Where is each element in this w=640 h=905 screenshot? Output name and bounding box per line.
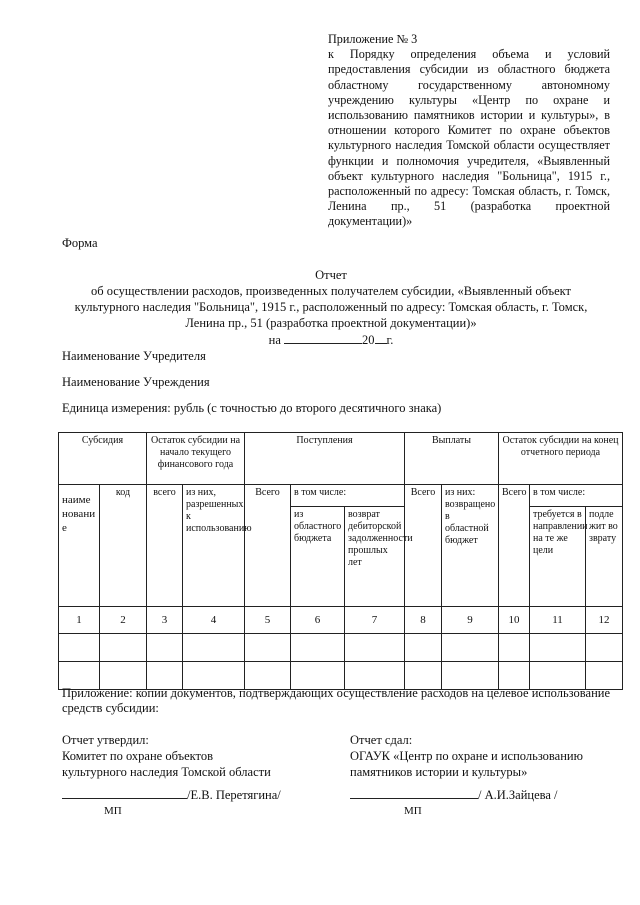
- submitted-block: [350, 732, 583, 780]
- report-table: [58, 432, 623, 690]
- form-label: Форма: [62, 236, 98, 250]
- header-total-start: всего: [147, 485, 183, 607]
- approved-seal: МП: [104, 805, 122, 817]
- table-cell[interactable]: [183, 634, 245, 662]
- col-number: 12: [586, 607, 623, 634]
- table-cell[interactable]: [405, 634, 442, 662]
- header-receipts-incl: в том числе:: [291, 485, 405, 507]
- header-subsidy: Субсидия: [59, 433, 147, 485]
- header-permitted: из них, разрешенных к использованию: [183, 485, 245, 607]
- table-cell[interactable]: [499, 634, 530, 662]
- approved-org-line-1: Комитет по охране объектов: [62, 749, 214, 763]
- report-title: Отчет: [315, 268, 347, 282]
- report-line-2: культурного наследия "Больница", 1915 г., расположенный по адресу: Томская область, г. Томск,: [74, 300, 588, 314]
- header-returned: из них: возвращено в областной бюджет: [442, 485, 499, 607]
- col-number: 5: [245, 607, 291, 634]
- appendix-title: Приложение № 3: [328, 32, 418, 46]
- col-number: 6: [291, 607, 345, 634]
- report-header: [58, 267, 604, 348]
- header-payments: Выплаты: [405, 433, 499, 485]
- submitted-signature-blank[interactable]: [350, 786, 478, 799]
- header-debt-return: возврат дебиторской задолженности прошлых лет: [345, 507, 405, 607]
- table-sub-header-row-1: [59, 485, 623, 507]
- header-needed: требуется в направлении на те же цели: [530, 507, 586, 607]
- approved-label: Отчет утвердил:: [62, 733, 149, 747]
- col-number: 11: [530, 607, 586, 634]
- header-balance-end: Остаток субсидии на конец отчетного периода: [499, 433, 623, 485]
- founder-field: Наименование Учредителя: [62, 349, 206, 363]
- table-row: [59, 634, 623, 662]
- institution-field: Наименование Учреждения: [62, 375, 210, 389]
- date-suffix: г.: [386, 333, 394, 347]
- table-cell[interactable]: [586, 634, 623, 662]
- report-line-1: об осуществлении расходов, произведенных получателем субсидии, «Выявленный объект: [90, 284, 572, 298]
- date-year-prefix: 20: [362, 333, 375, 347]
- header-receipts: Поступления: [245, 433, 405, 485]
- approved-block: [62, 732, 271, 780]
- submitted-label: Отчет сдал:: [350, 733, 413, 747]
- col-number: 4: [183, 607, 245, 634]
- header-end-total: Всего: [499, 485, 530, 607]
- table-cell[interactable]: [59, 634, 100, 662]
- approved-signature-line: [62, 786, 281, 803]
- approved-signature-blank[interactable]: [62, 786, 187, 799]
- table-cell[interactable]: [245, 634, 291, 662]
- col-number: 9: [442, 607, 499, 634]
- col-number: 3: [147, 607, 183, 634]
- date-blank-day[interactable]: [284, 331, 362, 344]
- table-cell[interactable]: [100, 634, 147, 662]
- report-line-3: Ленина пр., 51 (разработка проектной документации)»: [185, 316, 477, 330]
- approved-org-line-2: культурного наследия Томской области: [62, 765, 271, 779]
- unit-field: Единица измерения: рубль (с точностью до второго десятичного знака): [62, 401, 442, 415]
- submitted-org-line-1: ОГАУК «Центр по охране и использованию: [350, 749, 583, 763]
- col-number: 7: [345, 607, 405, 634]
- header-from-budget: из областного бюджета: [291, 507, 345, 607]
- header-name: наименование: [59, 485, 100, 607]
- table-cell[interactable]: [345, 634, 405, 662]
- table-cell[interactable]: [442, 634, 499, 662]
- header-to-return: подлежит возврату: [586, 507, 623, 607]
- col-number: 10: [499, 607, 530, 634]
- col-number: 8: [405, 607, 442, 634]
- table-cell[interactable]: [147, 634, 183, 662]
- appendix-text: к Порядку определения объема и условий предоставления субсидии из областного бюджета областному государственному автономному учреждению культуры «Центр по охране и использованию памятников истории и культуры», в отношении которого Комитет по охране объектов культурного наследия Томской области осуществляет функции и полномочия учредителя, «Выявленный объект культурного наследия "Больница", 1915 г., расположенный по адресу: Томская область, г. Томск, Ленина пр., 51 (разработка проектной документации)»: [328, 47, 610, 229]
- header-code: код: [100, 485, 147, 607]
- header-end-incl: в том числе:: [530, 485, 623, 507]
- table-group-header-row: [59, 433, 623, 485]
- submitted-seal: МП: [404, 805, 422, 817]
- approved-name: /Е.В. Перетягина/: [187, 788, 281, 802]
- submitted-signature-line: [350, 786, 558, 803]
- report-date-line: [58, 331, 604, 348]
- attachment-note: Приложение: копии документов, подтверждающих осуществление расходов на целевое использование средств субсидии:: [62, 686, 610, 715]
- header-balance-start: Остаток субсидии на начало текущего финансового года: [147, 433, 245, 485]
- header-payments-total: Всего: [405, 485, 442, 607]
- table-number-row: [59, 607, 623, 634]
- date-prefix: на: [268, 333, 281, 347]
- submitted-org-line-2: памятников истории и культуры»: [350, 765, 528, 779]
- table-cell[interactable]: [291, 634, 345, 662]
- table-cell[interactable]: [530, 634, 586, 662]
- submitted-name: / А.И.Зайцева /: [478, 788, 558, 802]
- col-number: 2: [100, 607, 147, 634]
- appendix-block: [328, 32, 610, 230]
- col-number: 1: [59, 607, 100, 634]
- header-receipts-total: Всего: [245, 485, 291, 607]
- date-blank-year[interactable]: [375, 331, 387, 344]
